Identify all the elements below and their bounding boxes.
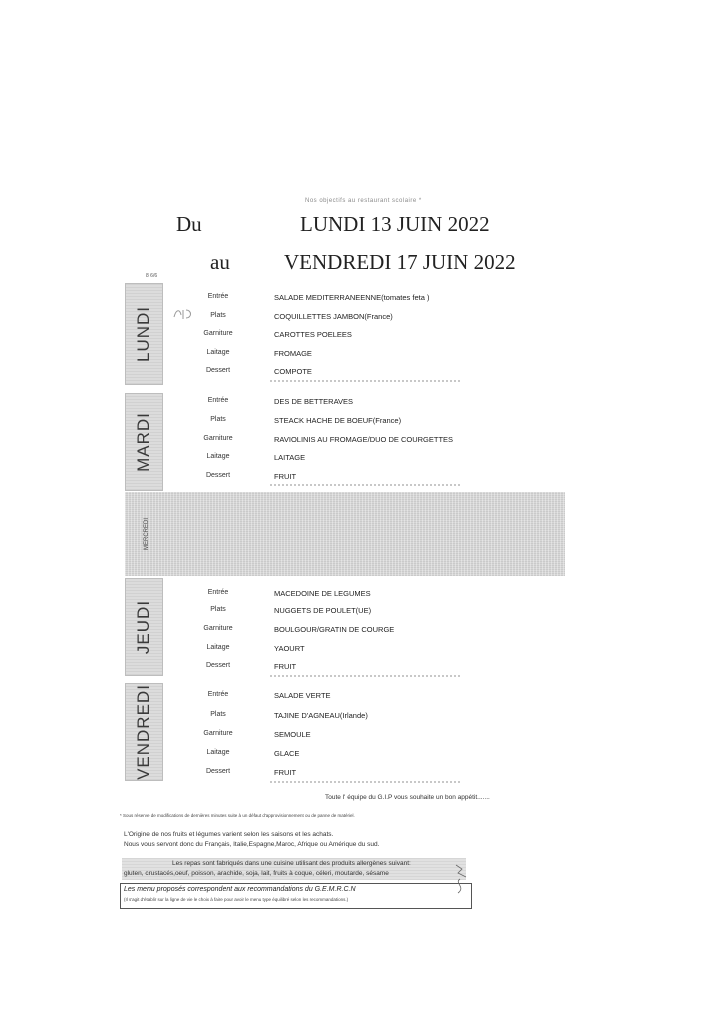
menu-item: SEMOULE — [274, 730, 311, 739]
separator — [270, 380, 460, 382]
gemrcn-line-2: (Il s'agit d'établir sur la ligne de vie le choix à faire pour avoir le menu type équilibré selon les recommandations.) — [124, 897, 349, 902]
menu-cat: Plats — [210, 312, 226, 319]
day-tab-lundi — [125, 283, 163, 385]
origin-line-2: Nous vous servont donc du Français, Italie,Espagne,Maroc, Afrique ou Amérique du sud. — [124, 841, 380, 848]
menu-item: FROMAGE — [274, 349, 312, 358]
menu-item: CAROTTES POELEES — [274, 330, 352, 339]
allergen-line-2: gluten, crustacés,oeuf, poisson, arachide, soja, lait, fruits à coque, céleri, moutarde, sésame — [124, 870, 389, 877]
date-start: LUNDI 13 JUIN 2022 — [300, 212, 490, 236]
menu-item: STEACK HACHE DE BOEUF(France) — [274, 416, 402, 425]
menu-cat: Laitage — [206, 349, 230, 356]
wednesday-closed-block — [125, 492, 565, 576]
menu-item: SALADE MEDITERRANEENNE(tomates feta ) — [274, 293, 430, 302]
menu-item: BOULGOUR/GRATIN DE COURGE — [274, 625, 395, 634]
day-label-mercredi: MERCREDI — [144, 517, 150, 551]
menu-item: LAITAGE — [274, 453, 306, 462]
day-label-mardi: MARDI — [134, 412, 153, 472]
menu-item: FRUIT — [274, 472, 297, 481]
menu-item: DES DE BETTERAVES — [274, 397, 354, 406]
origin-line-1: L'Origine de nos fruits et légumes varient selon les saisons et les achats. — [124, 831, 334, 838]
day-label-lundi: LUNDI — [134, 305, 153, 363]
menu-item: COMPOTE — [274, 367, 312, 376]
menu-item: SALADE VERTE — [274, 691, 331, 700]
menu-cat: Garniture — [203, 625, 233, 632]
menu-item: NUGGETS DE POULET(UE) — [274, 606, 372, 615]
date-end: VENDREDI 17 JUIN 2022 — [284, 250, 516, 274]
menu-cat: Garniture — [203, 330, 233, 337]
gemrcn-box — [120, 883, 472, 909]
au-label: au — [210, 250, 230, 274]
menu-cat: Laitage — [206, 749, 230, 756]
menu-cat: Laitage — [206, 453, 230, 460]
menu-cat: Dessert — [205, 367, 231, 374]
menu-item: GLACE — [274, 749, 300, 758]
menu-item: RAVIOLINIS AU FROMAGE/DUO DE COURGETTES — [274, 435, 454, 444]
menu-cat: Plats — [210, 416, 226, 423]
menu-cat: Entrée — [207, 397, 229, 404]
separator — [270, 484, 460, 486]
menu-item: FRUIT — [274, 662, 297, 671]
menu-cat: Plats — [210, 606, 226, 613]
signoff-text: Toute l' équipe du G.I.P vous souhaite un bon appétit....... — [325, 794, 490, 801]
menu-cat: Plats — [210, 711, 226, 718]
day-tab-mardi — [125, 393, 163, 491]
menu-cat: Dessert — [205, 472, 231, 479]
menu-item: YAOURT — [274, 644, 305, 653]
menu-item: MACEDOINE DE LEGUMES — [274, 589, 371, 598]
top-note: Nos objectifs au restaurant scolaire * — [305, 198, 422, 204]
day-tab-jeudi — [125, 578, 163, 676]
menu-item: TAJINE D'AGNEAU(Irlande) — [274, 711, 368, 720]
day-label-jeudi: JEUDI — [134, 599, 153, 655]
menu-cat: Dessert — [205, 768, 231, 775]
menu-item: COQUILLETTES JAMBON(France) — [274, 312, 393, 321]
separator — [270, 675, 460, 677]
menu-cat: Entrée — [207, 293, 229, 300]
separator — [270, 781, 460, 783]
menu-cat: Entrée — [207, 589, 229, 596]
menu-item: FRUIT — [274, 768, 297, 777]
gemrcn-line-1: Les menu proposés correspondent aux recommandations du G.E.M.R.C.N — [124, 886, 356, 893]
day-label-vendredi: VENDREDI — [134, 684, 153, 780]
menu-cat: Laitage — [206, 644, 230, 651]
menu-cat: Garniture — [203, 730, 233, 737]
small-code: 8 6/6 — [146, 273, 158, 279]
allergen-box — [122, 858, 466, 880]
allergen-line-1: Les repas sont fabriqués dans une cuisine utilisant des produits allergènes suivant: — [172, 860, 411, 867]
menu-cat: Entrée — [207, 691, 229, 698]
handwritten-scribble-icon — [452, 863, 470, 895]
menu-cat: Garniture — [203, 435, 233, 442]
menu-cat: Dessert — [205, 662, 231, 669]
day-tab-vendredi — [125, 683, 163, 781]
disclaimer-note: * Sous réserve de modifications de dernières minutes suite à un défaut d'approvisionnement ou de panne de matériel. — [120, 813, 355, 818]
du-label: Du — [176, 212, 202, 236]
